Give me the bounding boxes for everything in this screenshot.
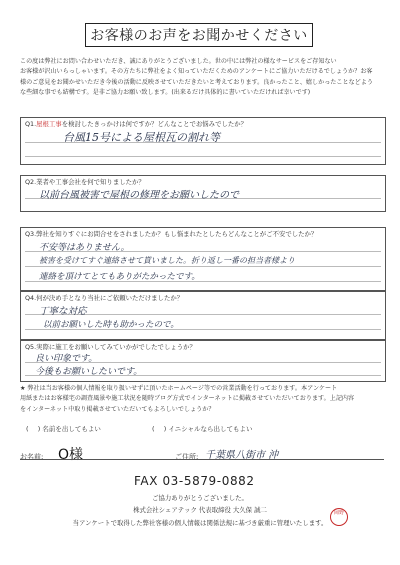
intro-paragraph [20, 57, 384, 99]
question-box-q2 [20, 175, 386, 212]
question-heading [25, 177, 145, 186]
question-heading [25, 119, 247, 128]
company-seal: 岡野 [330, 508, 348, 526]
question-number: Q5. [25, 343, 37, 351]
consent-option-name[interactable] [26, 424, 101, 433]
fax-number: FAX 03-5879-0882 [134, 474, 255, 488]
consent-option-initials[interactable] [152, 424, 252, 433]
question-text: 何が決め手となり当社にご依頼いただけましたか？ [36, 294, 184, 302]
radio-empty-icon[interactable]: ( [152, 425, 155, 433]
privacy-text: 当アンケートで取得した弊社客様の個人情報は関係法規に基づき厳重に管理いたします。 [72, 519, 328, 527]
answer-line [25, 156, 381, 157]
question-number: Q4. [25, 294, 37, 302]
company-text: 株式会社シェアテック 代表取締役 大久保 誠二 [133, 506, 267, 514]
radio-empty-icon[interactable]: ) [37, 425, 41, 433]
question-box-q4 [20, 291, 386, 340]
thanks-text: ご協力ありがとうございました。 [152, 494, 248, 502]
question-text: を検討したきっかけは何ですか？どんなことでお悩みでしたか？ [61, 120, 248, 128]
publication-note [20, 384, 384, 415]
answer-text[interactable]: 以前お願いした時も助かったので。 [43, 320, 179, 330]
answer-text[interactable]: 被害を受けてすぐ連絡させて貰いました。折り返し一番の担当者様より [39, 256, 295, 265]
consent-option-label: イニシャルなら出してもよい [168, 425, 253, 433]
question-box-q5 [20, 340, 386, 382]
answer-text[interactable]: 丁寧な対応 [39, 306, 87, 317]
question-heading [25, 342, 196, 351]
question-number: Q3. [25, 230, 37, 238]
page-title: お客様のお声をお聞かせください [85, 23, 313, 47]
address-value[interactable]: 千葉県八街市 沖 [205, 450, 279, 461]
answer-text[interactable]: 良い印象です。 [35, 354, 98, 364]
intro-line: この度は弊社にお問い合わせいただき、誠にありがとうございました。世の中には弊社の様なサービスをご存知ない [20, 58, 337, 65]
answer-text[interactable]: 台風15号による屋根瓦の割れ等 [63, 131, 220, 144]
note-line: 用紙またはお客様宅の調査風景や施工状況を随時ブログ方式でインターネットに掲載させていただいております。上記内容 [20, 395, 355, 403]
address-label: ご住所: [175, 453, 199, 461]
question-number: Q1. [25, 120, 37, 128]
answer-text[interactable]: 以前台風被害で屋根の修理をお願いしたので [39, 190, 239, 201]
question-heading [25, 229, 317, 238]
name-label: お名前: [20, 453, 44, 461]
question-box-q3 [20, 227, 386, 291]
intro-line: 様のご意見をお聞かせいただき今後の活動に反映させていただきたいと考えております。良かったこと、嬉しかったことなどよう [20, 78, 373, 86]
answer-line [25, 266, 381, 267]
name-value[interactable]: O様 [58, 447, 84, 463]
signature-line [20, 459, 384, 460]
intro-line: な些細な事でも結構です。是非ご協力お願い致します。(出来るだけ具体的に書いていただければ幸いです) [20, 89, 311, 97]
answer-text[interactable]: 連絡を頂けてとてもありがたかったです。 [39, 272, 200, 282]
question-text: 弊社を知りすぐにお問合せをされましたか？もし悩まれたとしたらどんなことがご不安でしたか？ [36, 230, 318, 238]
question-heading [25, 293, 183, 302]
question-text: 業者や工事会社を何で知りましたか？ [36, 178, 145, 186]
question-highlight: 屋根工事 [36, 120, 62, 128]
answer-text[interactable]: 不安等はありません。 [39, 243, 130, 253]
question-box-q1 [20, 117, 386, 165]
question-text: 実際に施工をお願いしてみていかがでしたでしょうか？ [36, 343, 196, 351]
radio-empty-icon[interactable]: ) [163, 425, 167, 433]
radio-empty-icon[interactable]: ( [26, 425, 29, 433]
question-number: Q2. [25, 178, 37, 186]
intro-line: お客様が沢山いらっしゃいます。その方たちに弊社をよく知っていただくためのアンケートにご協力いただけるでしょうか？お客 [20, 68, 373, 76]
note-line: ★ 弊社は当お客様の個人情報を取り扱いせずに頂いたホームページ等での営業活動を行っております。本アンケート [20, 385, 338, 392]
note-line: をインターネット中取り掲載させていただいてもよろしいでしょうか？ [20, 405, 215, 413]
consent-option-label: 名前を出してもよい [42, 425, 101, 433]
answer-text[interactable]: 今後もお願いしたいです。 [35, 367, 143, 377]
